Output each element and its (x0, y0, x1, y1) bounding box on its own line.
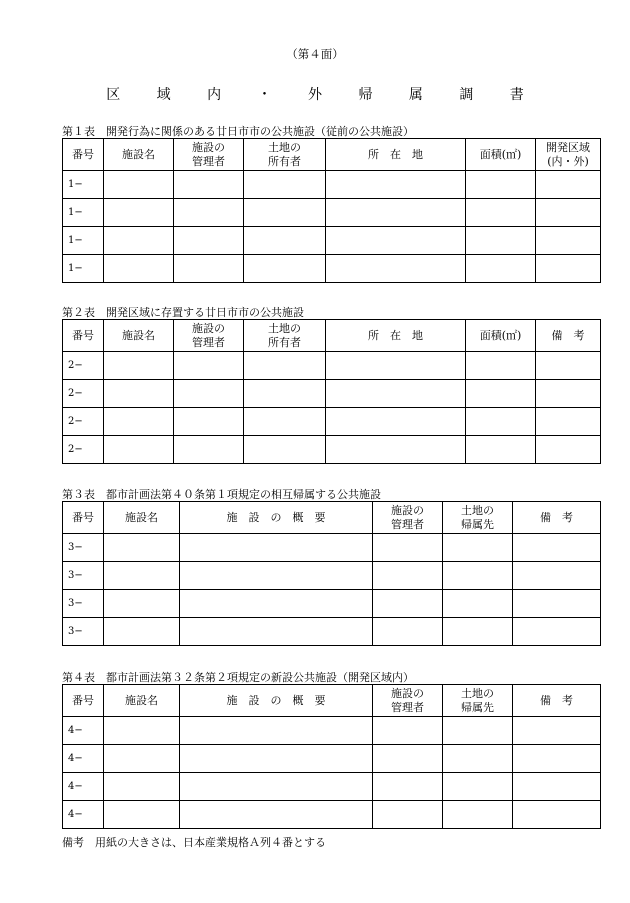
row-number: 3− (63, 590, 104, 618)
table-row (63, 436, 601, 464)
facility-manager-cell[interactable] (373, 562, 443, 590)
header-number: 番号 (63, 502, 104, 534)
row-number: 4− (63, 773, 104, 801)
facility-name-cell[interactable] (104, 408, 174, 436)
document-title: 区 域 内 ・ 外 帰 属 調 書 (106, 87, 540, 103)
land-owner-cell[interactable] (244, 380, 326, 408)
table-row (63, 773, 601, 801)
area-cell[interactable] (466, 380, 536, 408)
row-number: 4− (63, 717, 104, 745)
land-owner-cell[interactable] (244, 408, 326, 436)
land-owner-cell[interactable] (244, 199, 326, 227)
area-cell[interactable] (466, 171, 536, 199)
remarks-cell[interactable] (513, 618, 601, 646)
development-area-cell[interactable] (536, 255, 601, 283)
header-facility-name: 施設名 (104, 320, 174, 352)
facility-name-cell[interactable] (104, 255, 174, 283)
row-number: 1− (63, 171, 104, 199)
header-facility-manager: 施設の 管理者 (373, 502, 443, 534)
row-number: 1− (63, 199, 104, 227)
header-land-owner: 土地の 所有者 (244, 139, 326, 171)
location-cell[interactable] (326, 255, 466, 283)
facility-name-cell[interactable] (104, 801, 180, 829)
row-number: 3− (63, 534, 104, 562)
facility-manager-cell[interactable] (174, 436, 244, 464)
facility-name-cell[interactable] (104, 745, 180, 773)
remarks-cell[interactable] (536, 436, 601, 464)
development-area-cell[interactable] (536, 171, 601, 199)
land-owner-cell[interactable] (244, 352, 326, 380)
table-row (63, 562, 601, 590)
header-area: 面積(㎡) (466, 320, 536, 352)
remarks-cell[interactable] (536, 352, 601, 380)
facility-manager-cell[interactable] (174, 408, 244, 436)
row-number: 2− (63, 380, 104, 408)
land-attribution-cell[interactable] (443, 801, 513, 829)
remarks-cell[interactable] (513, 745, 601, 773)
table-row (63, 255, 601, 283)
table-row (63, 199, 601, 227)
table-row (63, 717, 601, 745)
area-cell[interactable] (466, 436, 536, 464)
land-attribution-cell[interactable] (443, 618, 513, 646)
facility-overview-cell[interactable] (180, 562, 373, 590)
facility-manager-cell[interactable] (174, 255, 244, 283)
land-owner-cell[interactable] (244, 227, 326, 255)
table4-caption: 第４表 都市計画法第３２条第２項規定の新設公共施設（開発区域内） (62, 671, 414, 684)
facility-overview-cell[interactable] (180, 717, 373, 745)
facility-manager-cell[interactable] (373, 717, 443, 745)
area-cell[interactable] (466, 255, 536, 283)
table-row (63, 534, 601, 562)
table2-caption: 第２表 開発区域に存置する廿日市市の公共施設 (62, 306, 304, 319)
row-number: 4− (63, 801, 104, 829)
area-cell[interactable] (466, 352, 536, 380)
facility-manager-cell[interactable] (373, 590, 443, 618)
location-cell[interactable] (326, 171, 466, 199)
header-land-attribution: 土地の 帰属先 (443, 685, 513, 717)
remarks-cell[interactable] (513, 590, 601, 618)
facility-overview-cell[interactable] (180, 801, 373, 829)
facility-manager-cell[interactable] (373, 534, 443, 562)
development-area-cell[interactable] (536, 227, 601, 255)
facility-name-cell[interactable] (104, 199, 174, 227)
facility-overview-cell[interactable] (180, 773, 373, 801)
facility-name-cell[interactable] (104, 171, 174, 199)
table-row (63, 801, 601, 829)
table-row (63, 227, 601, 255)
land-owner-cell[interactable] (244, 436, 326, 464)
facility-manager-cell[interactable] (174, 380, 244, 408)
facility-name-cell[interactable] (104, 773, 180, 801)
header-facility-name: 施設名 (104, 139, 174, 171)
facility-name-cell[interactable] (104, 717, 180, 745)
table1-caption: 第１表 開発行為に関係のある廿日市市の公共施設（従前の公共施設） (62, 125, 414, 138)
header-facility-overview: 施 設 の 概 要 (180, 502, 373, 534)
facility-manager-cell[interactable] (174, 171, 244, 199)
facility-overview-cell[interactable] (180, 618, 373, 646)
facility-name-cell[interactable] (104, 562, 180, 590)
facility-manager-cell[interactable] (174, 199, 244, 227)
header-facility-overview: 施 設 の 概 要 (180, 685, 373, 717)
land-attribution-cell[interactable] (443, 590, 513, 618)
land-owner-cell[interactable] (244, 171, 326, 199)
header-number: 番号 (63, 139, 104, 171)
table4 (62, 684, 601, 829)
facility-overview-cell[interactable] (180, 745, 373, 773)
table1 (62, 138, 601, 283)
location-cell[interactable] (326, 436, 466, 464)
header-remarks: 備 考 (513, 685, 601, 717)
header-land-owner: 土地の 所有者 (244, 320, 326, 352)
header-location: 所 在 地 (326, 139, 466, 171)
facility-manager-cell[interactable] (373, 773, 443, 801)
row-number: 4− (63, 745, 104, 773)
facility-manager-cell[interactable] (373, 801, 443, 829)
facility-name-cell[interactable] (104, 618, 180, 646)
facility-overview-cell[interactable] (180, 534, 373, 562)
location-cell[interactable] (326, 408, 466, 436)
row-number: 2− (63, 408, 104, 436)
page-number: （第４面） (286, 47, 344, 61)
header-location: 所 在 地 (326, 320, 466, 352)
facility-name-cell[interactable] (104, 590, 180, 618)
row-number: 1− (63, 255, 104, 283)
header-number: 番号 (63, 685, 104, 717)
remarks-cell[interactable] (536, 408, 601, 436)
facility-manager-cell[interactable] (373, 745, 443, 773)
development-area-cell[interactable] (536, 199, 601, 227)
table-row (63, 745, 601, 773)
header-remarks: 備 考 (513, 502, 601, 534)
table-row (63, 352, 601, 380)
facility-name-cell[interactable] (104, 352, 174, 380)
row-number: 1− (63, 227, 104, 255)
header-development-area: 開発区域 (内・外) (536, 139, 601, 171)
area-cell[interactable] (466, 227, 536, 255)
remarks-cell[interactable] (513, 534, 601, 562)
remarks-cell[interactable] (513, 717, 601, 745)
table-row (63, 171, 601, 199)
facility-name-cell[interactable] (104, 227, 174, 255)
facility-manager-cell[interactable] (174, 352, 244, 380)
row-number: 3− (63, 618, 104, 646)
facility-overview-cell[interactable] (180, 590, 373, 618)
facility-name-cell[interactable] (104, 380, 174, 408)
land-attribution-cell[interactable] (443, 745, 513, 773)
land-attribution-cell[interactable] (443, 773, 513, 801)
table3 (62, 501, 601, 646)
location-cell[interactable] (326, 227, 466, 255)
header-facility-name: 施設名 (104, 685, 180, 717)
remarks-cell[interactable] (513, 773, 601, 801)
table2 (62, 319, 601, 464)
header-land-attribution: 土地の 帰属先 (443, 502, 513, 534)
land-attribution-cell[interactable] (443, 562, 513, 590)
header-facility-name: 施設名 (104, 502, 180, 534)
facility-manager-cell[interactable] (373, 618, 443, 646)
row-number: 2− (63, 352, 104, 380)
location-cell[interactable] (326, 352, 466, 380)
header-facility-manager: 施設の 管理者 (174, 320, 244, 352)
area-cell[interactable] (466, 199, 536, 227)
row-number: 3− (63, 562, 104, 590)
table-row (63, 618, 601, 646)
remarks-cell[interactable] (536, 380, 601, 408)
header-facility-manager: 施設の 管理者 (174, 139, 244, 171)
remarks-cell[interactable] (513, 801, 601, 829)
header-facility-manager: 施設の 管理者 (373, 685, 443, 717)
land-attribution-cell[interactable] (443, 717, 513, 745)
row-number: 2− (63, 436, 104, 464)
area-cell[interactable] (466, 408, 536, 436)
footnote: 備考 用紙の大きさは、日本産業規格Ａ列４番とする (62, 836, 326, 849)
facility-manager-cell[interactable] (174, 227, 244, 255)
facility-name-cell[interactable] (104, 436, 174, 464)
remarks-cell[interactable] (513, 562, 601, 590)
header-remarks: 備 考 (536, 320, 601, 352)
table3-caption: 第３表 都市計画法第４０条第１項規定の相互帰属する公共施設 (62, 488, 381, 501)
table-row (63, 590, 601, 618)
table-row (63, 380, 601, 408)
header-area: 面積(㎡) (466, 139, 536, 171)
location-cell[interactable] (326, 199, 466, 227)
land-owner-cell[interactable] (244, 255, 326, 283)
location-cell[interactable] (326, 380, 466, 408)
table-row (63, 408, 601, 436)
facility-name-cell[interactable] (104, 534, 180, 562)
header-number: 番号 (63, 320, 104, 352)
land-attribution-cell[interactable] (443, 534, 513, 562)
